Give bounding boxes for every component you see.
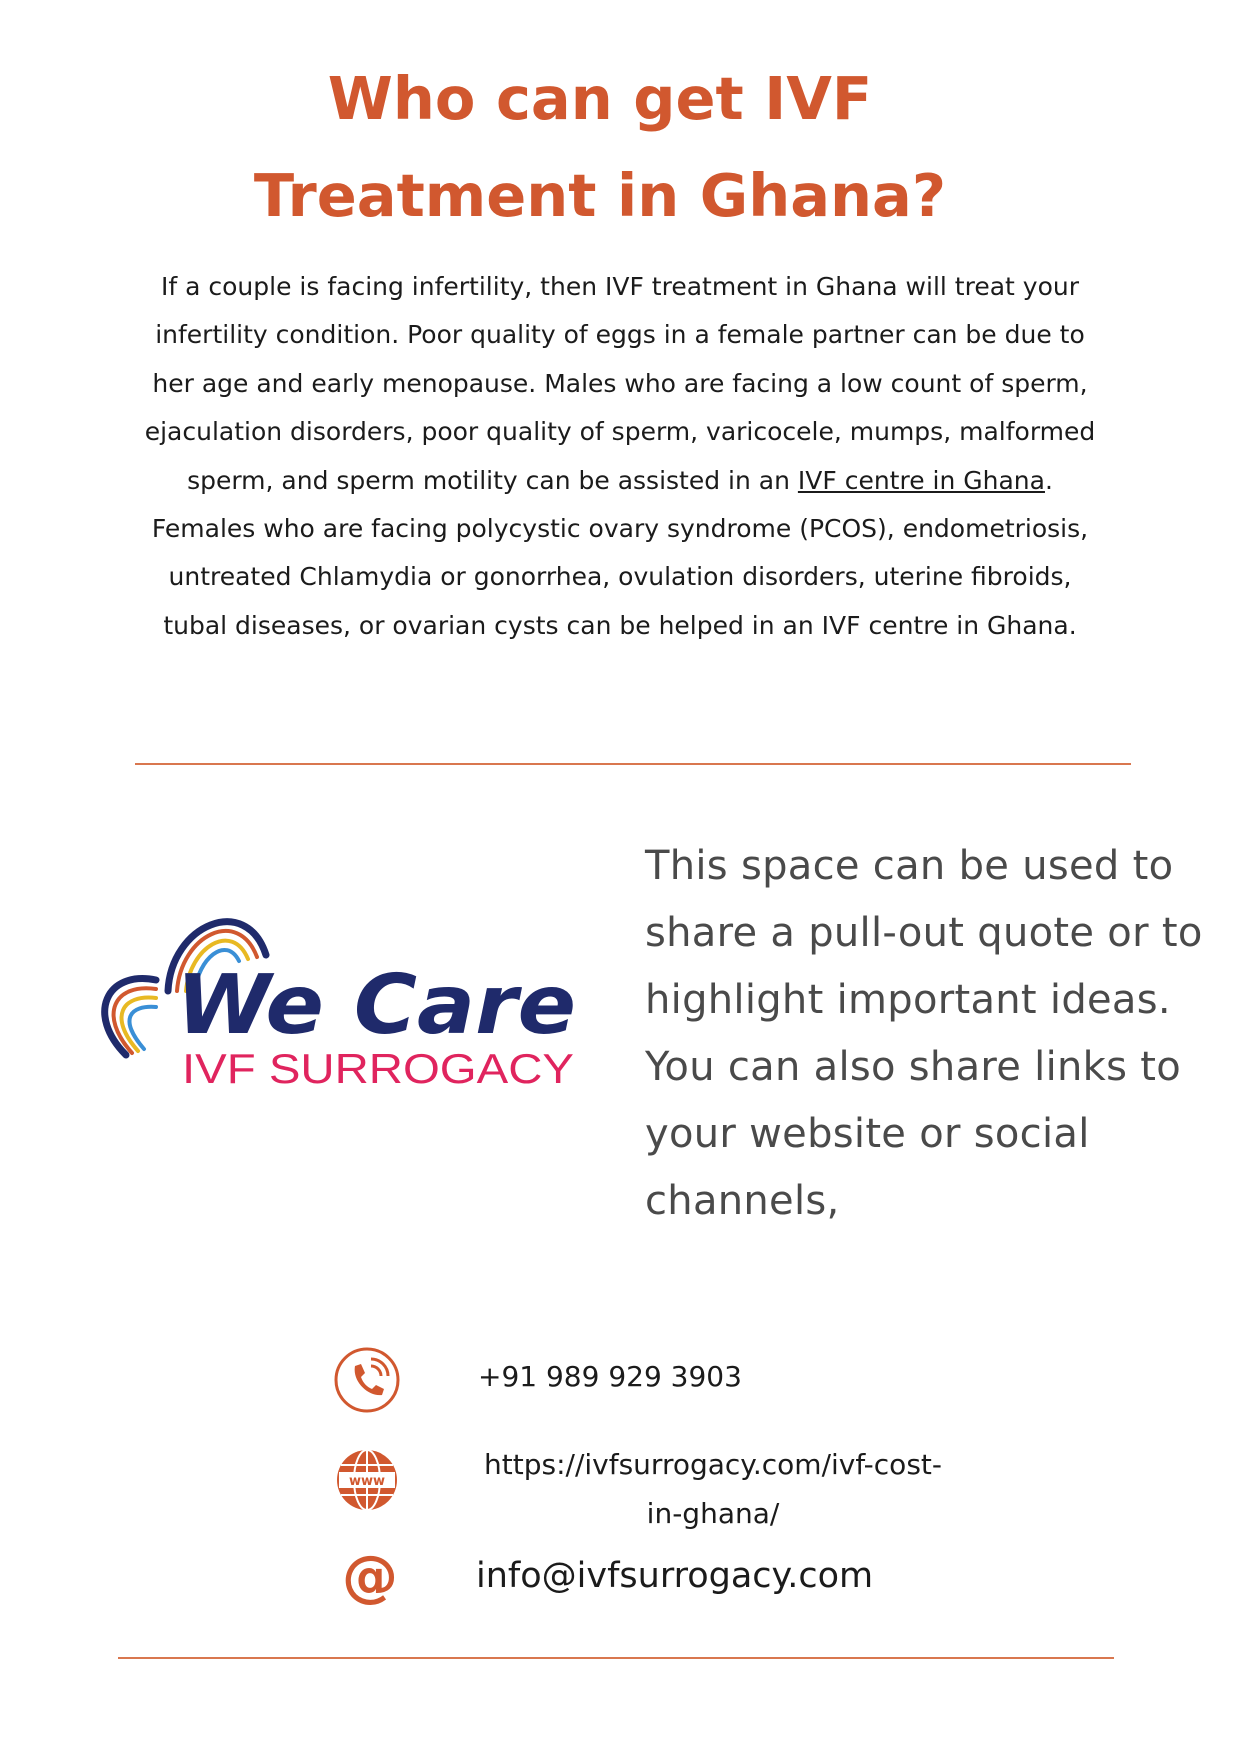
- globe-www-icon: [333, 1446, 401, 1514]
- divider-bottom: [118, 1657, 1114, 1659]
- at-sign-icon: [341, 1548, 399, 1606]
- contact-website[interactable]: https://ivfsurrogacy.com/ivf-cost-in-ghana/: [484, 1448, 942, 1530]
- divider-top: [135, 763, 1131, 765]
- logo-tagline: IVF SURROGACY: [182, 1045, 574, 1092]
- page-title: Who can get IVF Treatment in Ghana?: [253, 64, 947, 230]
- intro-text-before-link: If a couple is facing infertility, then IVF treatment in Ghana will treat your infertility condition. Poor quality of eggs in a female partner can be due to her age and early menopause. Males who are facing a low count of sperm, ejaculation disorders, poor quality of sperm, varicocele, mumps, malformed sperm, and sperm motility can be assisted in an: [144, 272, 1096, 495]
- we-care-logo: [86, 895, 586, 1095]
- logo-name: We Care: [176, 958, 576, 1053]
- svg-text:@: @: [342, 1548, 398, 1606]
- intro-text-after-link: . Females who are facing polycystic ovary syndrome (PCOS), endometriosis, untreated Chlamydia or gonorrhea, ovulation disorders, uterine fibroids, tubal diseases, or ovarian cysts can be helped in an IVF centre in Ghana.: [151, 465, 1089, 640]
- phone-icon: [333, 1346, 401, 1414]
- logo-graphic: [86, 895, 586, 1095]
- pull-out-quote: This space can be used to share a pull-out quote or to highlight important ideas. You can also share links to your website or social channels,: [645, 843, 1203, 1224]
- ivf-centre-link[interactable]: IVF centre in Ghana: [797, 465, 1045, 495]
- svg-text:www: www: [348, 1474, 386, 1489]
- contact-phone[interactable]: +91 989 929 3903: [478, 1360, 742, 1393]
- contact-email[interactable]: info@ivfsurrogacy.com: [476, 1556, 874, 1596]
- intro-paragraph: [135, 263, 1105, 650]
